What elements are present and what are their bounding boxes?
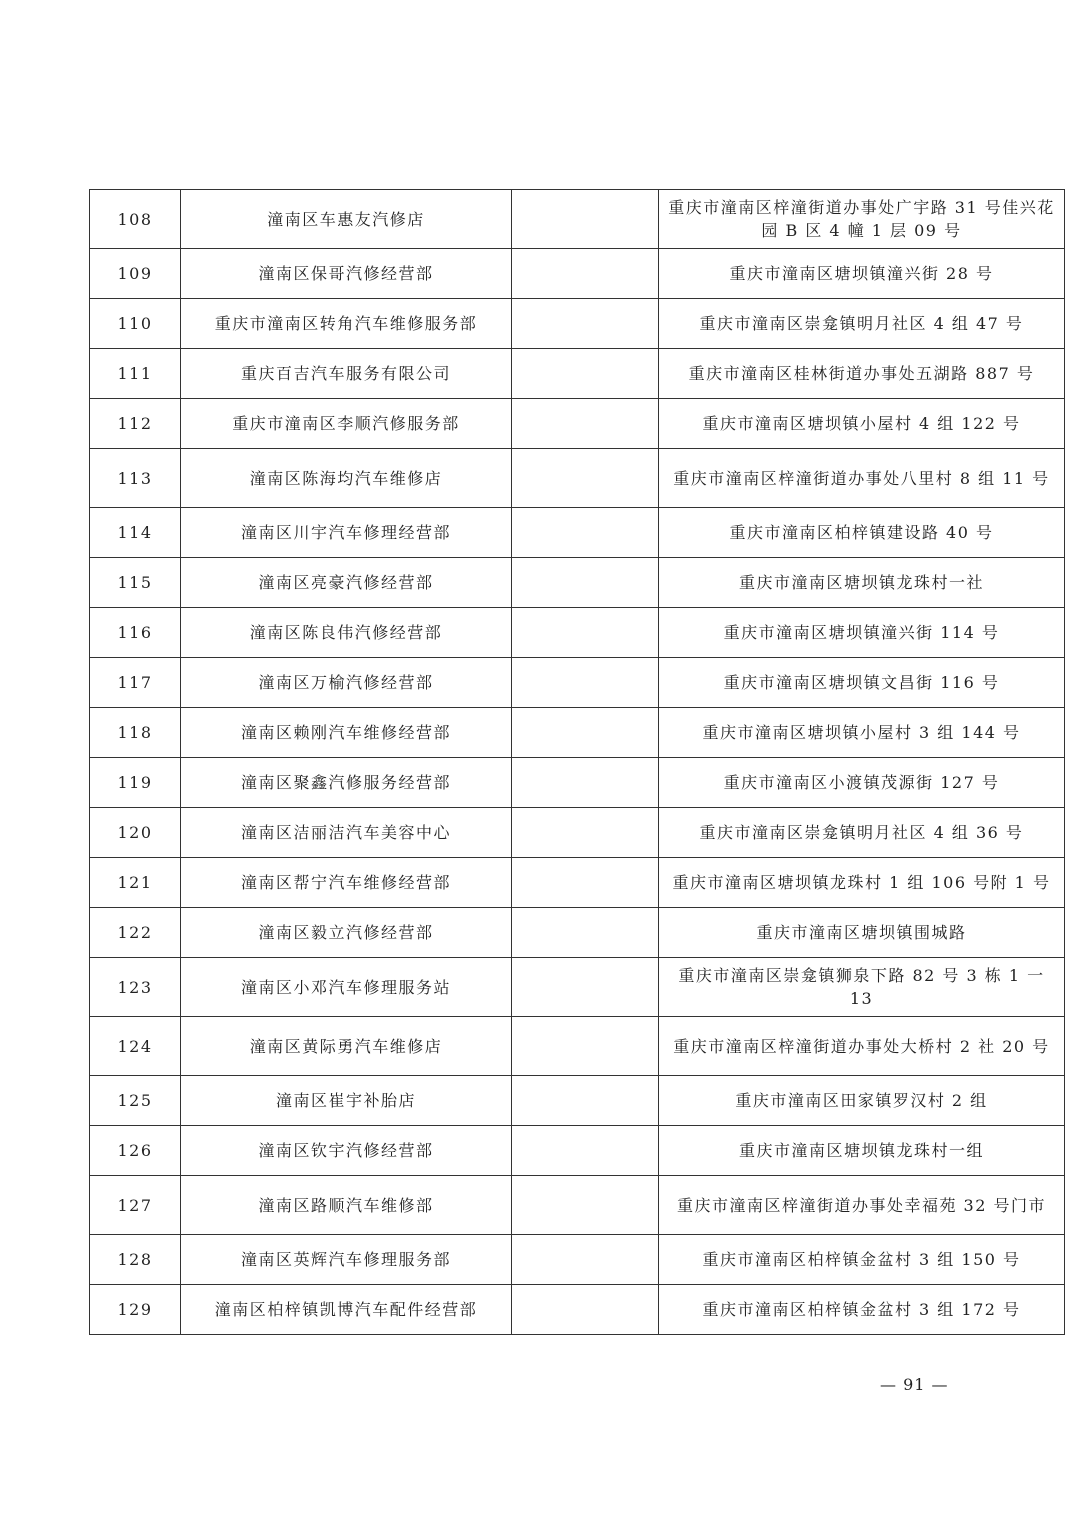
row-number: 108 xyxy=(90,190,181,249)
empty-cell xyxy=(512,1076,659,1126)
row-number: 116 xyxy=(90,608,181,658)
table-row xyxy=(90,1076,1065,1126)
business-address: 重庆市潼南区塘坝镇小屋村 3 组 144 号 xyxy=(659,708,1065,758)
empty-cell xyxy=(512,1017,659,1076)
empty-cell xyxy=(512,449,659,508)
table-row xyxy=(90,908,1065,958)
business-address: 重庆市潼南区塘坝镇小屋村 4 组 122 号 xyxy=(659,399,1065,449)
business-address: 重庆市潼南区塘坝镇龙珠村一社 xyxy=(659,558,1065,608)
empty-cell xyxy=(512,1176,659,1235)
row-number: 109 xyxy=(90,249,181,299)
row-number: 117 xyxy=(90,658,181,708)
row-number: 121 xyxy=(90,858,181,908)
table-row xyxy=(90,558,1065,608)
business-name: 潼南区车惠友汽修店 xyxy=(181,190,512,249)
business-name: 潼南区亮豪汽修经营部 xyxy=(181,558,512,608)
business-name: 潼南区黄际勇汽车维修店 xyxy=(181,1017,512,1076)
table-row xyxy=(90,958,1065,1017)
business-address: 重庆市潼南区小渡镇茂源街 127 号 xyxy=(659,758,1065,808)
row-number: 113 xyxy=(90,449,181,508)
empty-cell xyxy=(512,1235,659,1285)
business-address: 重庆市潼南区塘坝镇潼兴街 114 号 xyxy=(659,608,1065,658)
empty-cell xyxy=(512,658,659,708)
table-row xyxy=(90,858,1065,908)
table-row xyxy=(90,608,1065,658)
empty-cell xyxy=(512,958,659,1017)
table-row xyxy=(90,758,1065,808)
empty-cell xyxy=(512,249,659,299)
table-row xyxy=(90,1176,1065,1235)
row-number: 127 xyxy=(90,1176,181,1235)
table-row xyxy=(90,1285,1065,1335)
business-address: 重庆市潼南区塘坝镇龙珠村一组 xyxy=(659,1126,1065,1176)
repair-shop-table xyxy=(89,189,1065,1335)
empty-cell xyxy=(512,508,659,558)
row-number: 129 xyxy=(90,1285,181,1335)
business-name: 潼南区保哥汽修经营部 xyxy=(181,249,512,299)
row-number: 110 xyxy=(90,299,181,349)
business-name: 潼南区柏梓镇凯博汽车配件经营部 xyxy=(181,1285,512,1335)
table-row xyxy=(90,708,1065,758)
business-name: 重庆市潼南区李顺汽修服务部 xyxy=(181,399,512,449)
business-name: 重庆百吉汽车服务有限公司 xyxy=(181,349,512,399)
row-number: 112 xyxy=(90,399,181,449)
table-row xyxy=(90,1017,1065,1076)
business-address: 重庆市潼南区桂林街道办事处五湖路 887 号 xyxy=(659,349,1065,399)
empty-cell xyxy=(512,1285,659,1335)
row-number: 122 xyxy=(90,908,181,958)
business-address: 重庆市潼南区柏梓镇建设路 40 号 xyxy=(659,508,1065,558)
row-number: 115 xyxy=(90,558,181,608)
table-row xyxy=(90,349,1065,399)
table-row xyxy=(90,399,1065,449)
business-address: 重庆市潼南区崇龛镇明月社区 4 组 36 号 xyxy=(659,808,1065,858)
business-name: 潼南区钦宇汽修经营部 xyxy=(181,1126,512,1176)
business-address: 重庆市潼南区塘坝镇文昌街 116 号 xyxy=(659,658,1065,708)
row-number: 114 xyxy=(90,508,181,558)
business-address: 重庆市潼南区梓潼街道办事处广宇路 31 号佳兴花园 B 区 4 幢 1 层 09 号 xyxy=(659,190,1065,249)
business-address: 重庆市潼南区梓潼街道办事处大桥村 2 社 20 号 xyxy=(659,1017,1065,1076)
empty-cell xyxy=(512,399,659,449)
empty-cell xyxy=(512,758,659,808)
empty-cell xyxy=(512,858,659,908)
row-number: 125 xyxy=(90,1076,181,1126)
table-row xyxy=(90,658,1065,708)
table-row xyxy=(90,449,1065,508)
business-name: 潼南区崔宇补胎店 xyxy=(181,1076,512,1126)
row-number: 124 xyxy=(90,1017,181,1076)
empty-cell xyxy=(512,349,659,399)
business-name: 潼南区陈良伟汽修经营部 xyxy=(181,608,512,658)
row-number: 111 xyxy=(90,349,181,399)
business-address: 重庆市潼南区崇龛镇明月社区 4 组 47 号 xyxy=(659,299,1065,349)
table-row xyxy=(90,190,1065,249)
row-number: 126 xyxy=(90,1126,181,1176)
table-row xyxy=(90,808,1065,858)
business-name: 潼南区聚鑫汽修服务经营部 xyxy=(181,758,512,808)
table-row xyxy=(90,1235,1065,1285)
business-name: 潼南区万榆汽修经营部 xyxy=(181,658,512,708)
table-row xyxy=(90,1126,1065,1176)
empty-cell xyxy=(512,558,659,608)
business-address: 重庆市潼南区柏梓镇金盆村 3 组 150 号 xyxy=(659,1235,1065,1285)
business-name: 潼南区洁丽洁汽车美容中心 xyxy=(181,808,512,858)
empty-cell xyxy=(512,808,659,858)
business-address: 重庆市潼南区塘坝镇围城路 xyxy=(659,908,1065,958)
business-name: 潼南区小邓汽车修理服务站 xyxy=(181,958,512,1017)
row-number: 128 xyxy=(90,1235,181,1285)
business-name: 潼南区川宇汽车修理经营部 xyxy=(181,508,512,558)
business-name: 重庆市潼南区转角汽车维修服务部 xyxy=(181,299,512,349)
empty-cell xyxy=(512,299,659,349)
business-address: 重庆市潼南区柏梓镇金盆村 3 组 172 号 xyxy=(659,1285,1065,1335)
business-name: 潼南区毅立汽修经营部 xyxy=(181,908,512,958)
table-row xyxy=(90,508,1065,558)
business-address: 重庆市潼南区塘坝镇潼兴街 28 号 xyxy=(659,249,1065,299)
row-number: 119 xyxy=(90,758,181,808)
business-address: 重庆市潼南区梓潼街道办事处八里村 8 组 11 号 xyxy=(659,449,1065,508)
empty-cell xyxy=(512,708,659,758)
table-row xyxy=(90,249,1065,299)
empty-cell xyxy=(512,1126,659,1176)
table-body xyxy=(90,190,1065,1335)
row-number: 123 xyxy=(90,958,181,1017)
empty-cell xyxy=(512,908,659,958)
table-row xyxy=(90,299,1065,349)
business-name: 潼南区英辉汽车修理服务部 xyxy=(181,1235,512,1285)
row-number: 120 xyxy=(90,808,181,858)
business-name: 潼南区路顺汽车维修部 xyxy=(181,1176,512,1235)
business-address: 重庆市潼南区塘坝镇龙珠村 1 组 106 号附 1 号 xyxy=(659,858,1065,908)
page-number: — 91 — xyxy=(880,1375,949,1394)
business-address: 重庆市潼南区梓潼街道办事处幸福苑 32 号门市 xyxy=(659,1176,1065,1235)
business-address: 重庆市潼南区田家镇罗汉村 2 组 xyxy=(659,1076,1065,1126)
business-name: 潼南区帮宁汽车维修经营部 xyxy=(181,858,512,908)
business-address: 重庆市潼南区崇龛镇狮泉下路 82 号 3 栋 1 一 13 xyxy=(659,958,1065,1017)
empty-cell xyxy=(512,190,659,249)
row-number: 118 xyxy=(90,708,181,758)
business-name: 潼南区赖刚汽车维修经营部 xyxy=(181,708,512,758)
business-name: 潼南区陈海均汽车维修店 xyxy=(181,449,512,508)
empty-cell xyxy=(512,608,659,658)
